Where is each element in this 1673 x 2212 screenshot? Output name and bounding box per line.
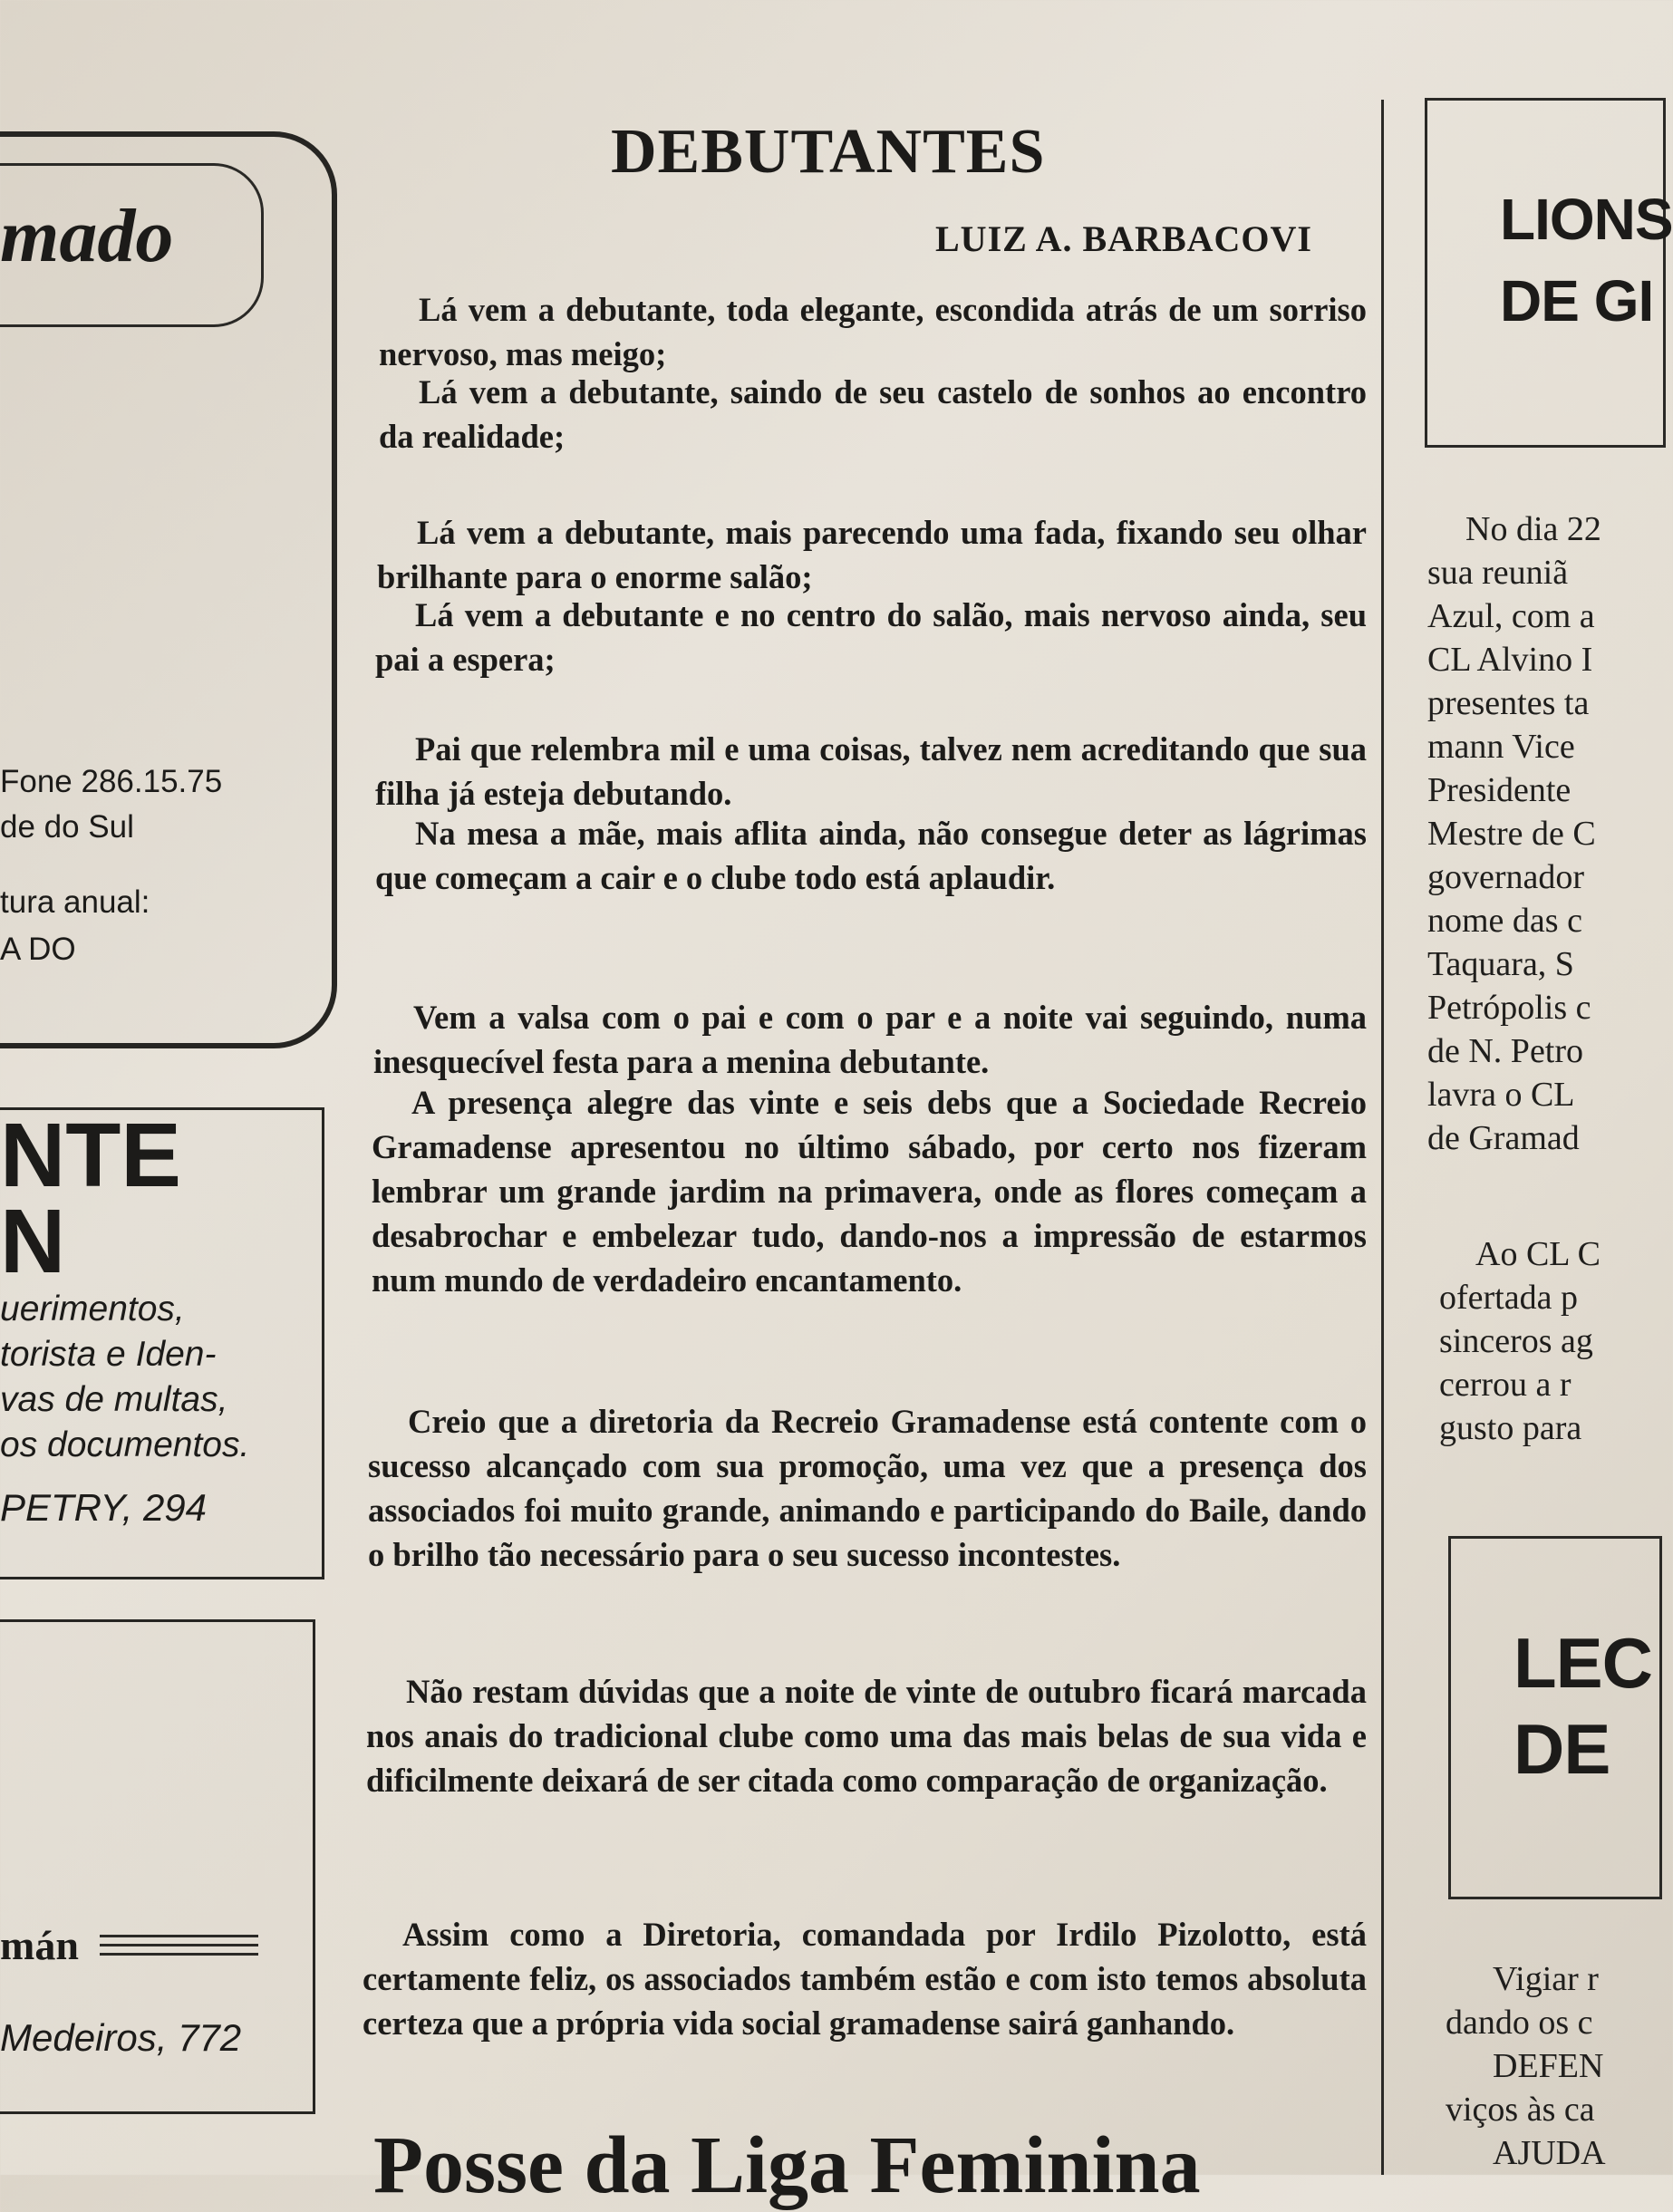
shop-name: mán — [0, 1922, 79, 1968]
lions-title-line2: DE GI — [1500, 268, 1654, 333]
services-line: vas de multas, — [0, 1380, 228, 1419]
services-line: torista e Iden- — [0, 1335, 217, 1374]
article-paragraph: Pai que relembra mil e uma coisas, talvez nem acreditando que sua filha já esteja debutando. — [375, 730, 1367, 812]
article-byline: LUIZ A. BARBACOVI — [935, 218, 1312, 259]
right-text-line: Vigiar r — [1493, 1960, 1599, 1998]
article-paragraph: Creio que a diretoria da Recreio Gramadense está contente com o sucesso alcançado com sua promoção, uma vez que a presença dos associados foi muito grande, animando e participando do Baile, dando o brilho tão necessário para o seu sucesso incontestes. — [368, 1403, 1367, 1573]
article-paragraph: Não restam dúvidas que a noite de vinte de outubro ficará marcada nos anais do tradicional clube como uma das mais belas de sua vida e dificilmente deixará de ser citada como comparação de organização. — [366, 1673, 1367, 1799]
right-text-line: nome das c — [1427, 902, 1582, 940]
right-text-line: Azul, com a — [1427, 597, 1595, 635]
lec-title-line1: LEC — [1513, 1623, 1652, 1703]
next-article-headline: Posse da Liga Feminina — [373, 2120, 1201, 2210]
right-text-line: sinceros ag — [1439, 1322, 1593, 1360]
masthead-fragment: mado — [0, 194, 174, 278]
subscription-label: tura anual: — [0, 884, 150, 920]
right-text-line: ofertada p — [1439, 1279, 1578, 1317]
services-title-line1: NTE — [0, 1105, 181, 1206]
services-list — [0, 1287, 249, 1468]
article-paragraph: Lá vem a debutante, mais parecendo uma fada, fixando seu olhar brilhante para o enorme salão; — [377, 514, 1367, 595]
right-text-line: de Gramad — [1427, 1119, 1580, 1157]
phone-number: Fone 286.15.75 — [0, 764, 223, 799]
lions-title-line1: LIONS — [1500, 187, 1673, 252]
right-text-line: No dia 22 — [1465, 510, 1601, 548]
shop-name-rules — [100, 1935, 258, 1956]
article-paragraph: Lá vem a debutante, toda elegante, escondida atrás de um sorriso nervoso, mas meigo; — [379, 291, 1367, 372]
right-text-line: dando os c — [1446, 2004, 1593, 2042]
services-title-line2: N — [0, 1191, 66, 1292]
right-text-line: cerrou a r — [1439, 1366, 1571, 1404]
shop-address: Medeiros, 772 — [0, 2016, 242, 2059]
article-paragraph: Assim como a Diretoria, comandada por Irdilo Pizolotto, está certamente feliz, os associados também estão e com isto temos absoluta certeza que a própria vida social gramadense sairá ganhando. — [363, 1916, 1367, 2042]
services-line: os documentos. — [0, 1425, 250, 1464]
right-text-line: Petrópolis c — [1427, 989, 1591, 1027]
right-text-line: mann Vice — [1427, 728, 1575, 766]
services-line: uerimentos, — [0, 1290, 185, 1328]
services-address: PETRY, 294 — [0, 1486, 208, 1529]
right-text-line: Mestre de C — [1427, 815, 1596, 853]
right-text-line: Ao CL C — [1475, 1235, 1600, 1273]
column-rule-right — [1381, 100, 1384, 2175]
right-text-line: Presidente — [1427, 771, 1571, 809]
right-text-line: gusto para — [1439, 1409, 1582, 1447]
right-text-line: viços às ca — [1446, 2091, 1595, 2129]
right-text-line: governador — [1427, 858, 1585, 896]
right-text-line: de N. Petro — [1427, 1032, 1584, 1070]
article-paragraph: Lá vem a debutante e no centro do salão, mais nervoso ainda, seu pai a espera; — [375, 596, 1367, 678]
subscription-value: A DO — [0, 932, 76, 967]
article-paragraph: A presença alegre das vinte e seis debs que a Sociedade Recreio Gramadense apresentou no último sábado, por certo nos fizeram lembrar um grande jardim na primavera, onde as flores começam a desabrochar e embelezar tudo, dando-nos a impressão de estarmos num mundo de verdadeiro encantamento. — [372, 1084, 1367, 1299]
article-paragraph: Vem a valsa com o pai e com o par e a noite vai seguindo, numa inesquecível festa para a menina debutante. — [373, 999, 1367, 1080]
article-paragraph: Lá vem a debutante, saindo de seu castelo de sonhos ao encontro da realidade; — [379, 373, 1367, 455]
right-text-line: CL Alvino I — [1427, 641, 1593, 679]
right-column-text-1 — [1427, 507, 1601, 1160]
region-text: de do Sul — [0, 809, 134, 845]
right-text-line: Taquara, S — [1427, 945, 1574, 983]
right-text-line: AJUDA — [1493, 2134, 1606, 2172]
right-column-text-3 — [1446, 1957, 1606, 2175]
article-title: DEBUTANTES — [611, 117, 1046, 187]
lec-title-line2: DE — [1513, 1709, 1610, 1789]
right-text-line: presentes ta — [1427, 684, 1590, 722]
right-text-line: lavra o CL — [1427, 1076, 1575, 1114]
right-text-line: DEFEN — [1493, 2047, 1604, 2085]
article-paragraph: Na mesa a mãe, mais aflita ainda, não consegue deter as lágrimas que começam a cair e o clube todo está aplaudir. — [375, 815, 1367, 896]
right-column-text-2 — [1439, 1232, 1600, 1450]
right-text-line: sua reuniã — [1427, 554, 1569, 592]
